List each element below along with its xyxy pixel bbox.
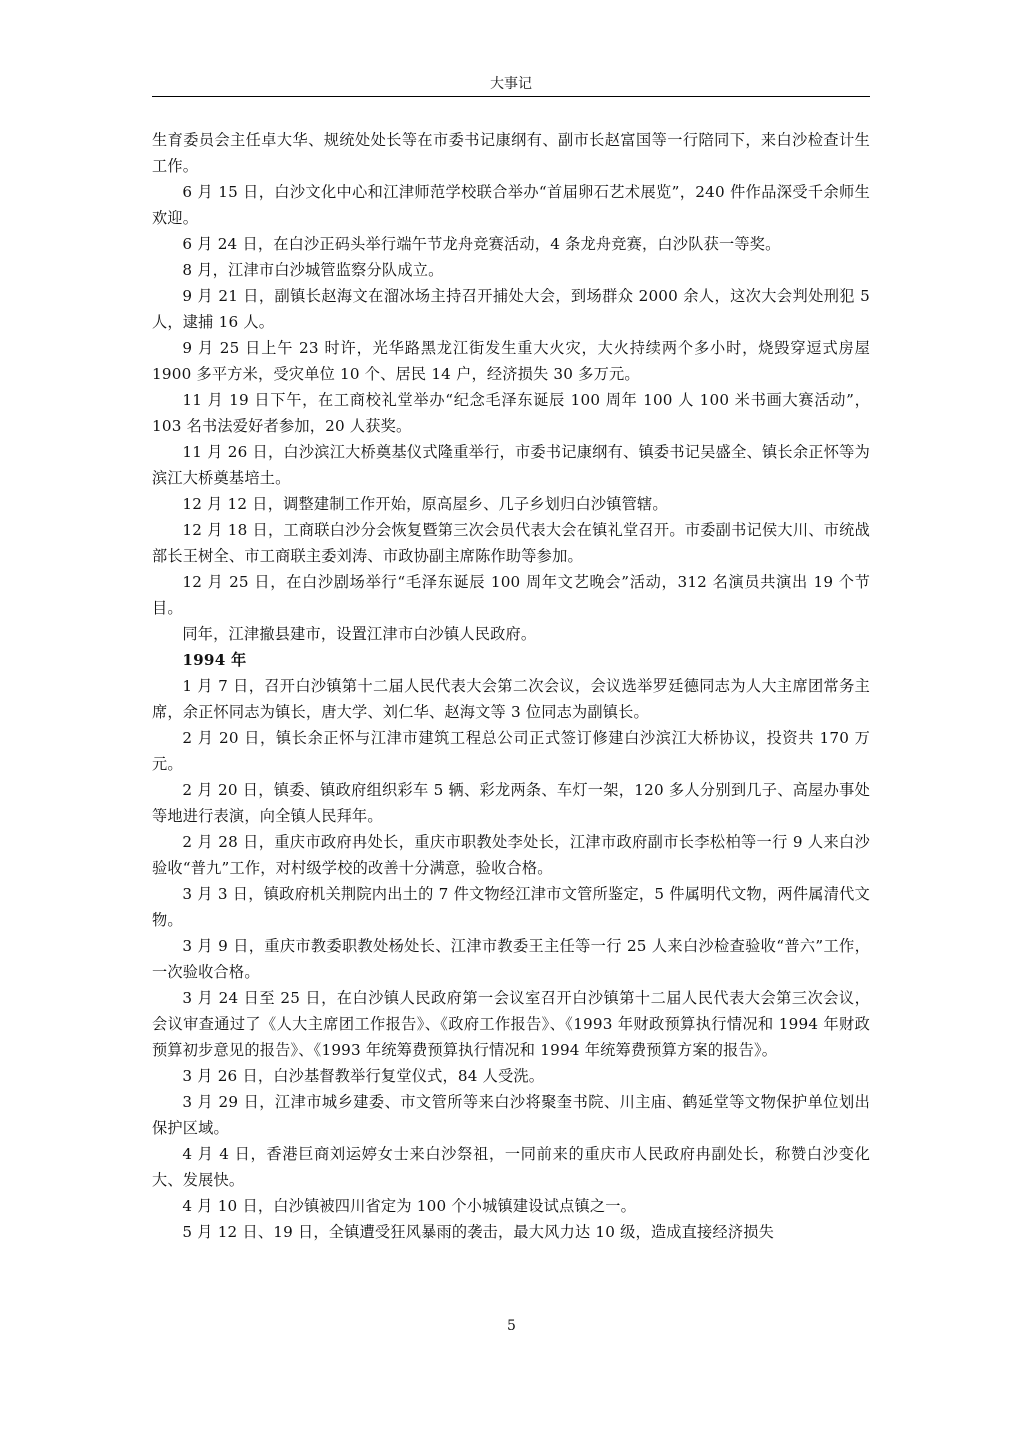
- event-paragraph: 12 月 18 日，工商联白沙分会恢复暨第三次会员代表大会在镇礼堂召开。市委副书记侯大川、市统战部长王树全、市工商联主委刘涛、市政协副主席陈作助等参加。: [152, 521, 870, 565]
- event-paragraph: 6 月 24 日，在白沙正码头举行端午节龙舟竞赛活动，4 条龙舟竞赛，白沙队获一等奖。: [182, 235, 781, 253]
- event-paragraph: 12 月 12 日，调整建制工作开始，原高屋乡、几子乡划归白沙镇管辖。: [182, 495, 668, 513]
- event-paragraph: 生育委员会主任卓大华、规统处处长等在市委书记康纲有、副市长赵富国等一行陪同下，来白沙检查计生工作。: [152, 131, 870, 175]
- event-paragraph: 9 月 25 日上午 23 时许，光华路黑龙江街发生重大火灾，大火持续两个多小时，烧毁穿逗式房屋 1900 多平方米，受灾单位 10 个、居民 14 户，经济损失 30 多万元。: [152, 339, 870, 383]
- event-paragraph: 同年，江津撤县建市，设置江津市白沙镇人民政府。: [182, 625, 537, 643]
- page-number: 5: [507, 1318, 516, 1334]
- event-paragraph: 2 月 28 日，重庆市政府冉处长，重庆市职教处李处长，江津市政府副市长李松柏等一行 9 人来白沙验收“普九”工作，对村级学校的改善十分满意，验收合格。: [152, 833, 870, 877]
- event-paragraph: 11 月 19 日下午，在工商校礼堂举办“纪念毛泽东诞辰 100 周年 100 人 100 米书画大赛活动”，103 名书法爱好者参加，20 人获奖。: [152, 391, 870, 435]
- event-paragraph: 12 月 25 日，在白沙剧场举行“毛泽东诞辰 100 周年文艺晚会”活动，312 名演员共演出 19 个节目。: [152, 573, 870, 617]
- event-paragraph: 1 月 7 日，召开白沙镇第十二届人民代表大会第二次会议，会议选举罗廷德同志为人大主席团常务主席，余正怀同志为镇长，唐大学、刘仁华、赵海文等 3 位同志为副镇长。: [152, 677, 870, 721]
- event-paragraph: 3 月 24 日至 25 日，在白沙镇人民政府第一会议室召开白沙镇第十二届人民代表大会第三次会议，会议审查通过了《人大主席团工作报告》、《政府工作报告》、《1993 年财政预算执行情况和 1994 年财政预算初步意见的报告》、《1993 年统筹费预算执行情况和 1994 年统筹费预算方案的报告》。: [152, 989, 870, 1059]
- event-paragraph: 4 月 10 日，白沙镇被四川省定为 100 个小城镇建设试点镇之一。: [182, 1197, 637, 1215]
- event-paragraph: 9 月 21 日，副镇长赵海文在溜冰场主持召开捕处大会，到场群众 2000 余人，这次大会判处刑犯 5 人，逮捕 16 人。: [152, 287, 870, 331]
- page-header: 大事记: [152, 74, 870, 97]
- event-paragraph: 6 月 15 日，白沙文化中心和江津师范学校联合举办“首届卵石艺术展览”，240 件作品深受千余师生欢迎。: [152, 183, 870, 227]
- event-paragraph: 2 月 20 日，镇委、镇政府组织彩车 5 辆、彩龙两条、车灯一架，120 多人分别到几子、高屋办事处等地进行表演，向全镇人民拜年。: [152, 781, 870, 825]
- event-paragraph: 3 月 9 日，重庆市教委职教处杨处长、江津市教委王主任等一行 25 人来白沙检查验收“普六”工作，一次验收合格。: [152, 937, 870, 981]
- event-paragraph: 4 月 4 日，香港巨商刘运婷女士来白沙祭祖，一同前来的重庆市人民政府冉副处长，称赞白沙变化大、发展快。: [152, 1145, 870, 1189]
- year-heading: 1994 年: [182, 651, 247, 669]
- event-paragraph: 11 月 26 日，白沙滨江大桥奠基仪式隆重举行，市委书记康纲有、镇委书记吴盛全、镇长余正怀等为滨江大桥奠基培土。: [152, 443, 870, 487]
- document-body: [152, 127, 870, 1245]
- event-paragraph: 5 月 12 日、19 日，全镇遭受狂风暴雨的袭击，最大风力达 10 级，造成直接经济损失: [182, 1223, 774, 1241]
- event-paragraph: 3 月 3 日，镇政府机关荆院内出土的 7 件文物经江津市文管所鉴定，5 件属明代文物，两件属清代文物。: [152, 885, 870, 929]
- event-paragraph: 2 月 20 日，镇长余正怀与江津市建筑工程总公司正式签订修建白沙滨江大桥协议，投资共 170 万元。: [152, 729, 870, 773]
- event-paragraph: 3 月 29 日，江津市城乡建委、市文管所等来白沙将聚奎书院、川主庙、鹤延堂等文物保护单位划出保护区域。: [152, 1093, 870, 1137]
- event-paragraph: 8 月，江津市白沙城管监察分队成立。: [182, 261, 444, 279]
- event-paragraph: 3 月 26 日，白沙基督教举行复堂仪式，84 人受洗。: [182, 1067, 545, 1085]
